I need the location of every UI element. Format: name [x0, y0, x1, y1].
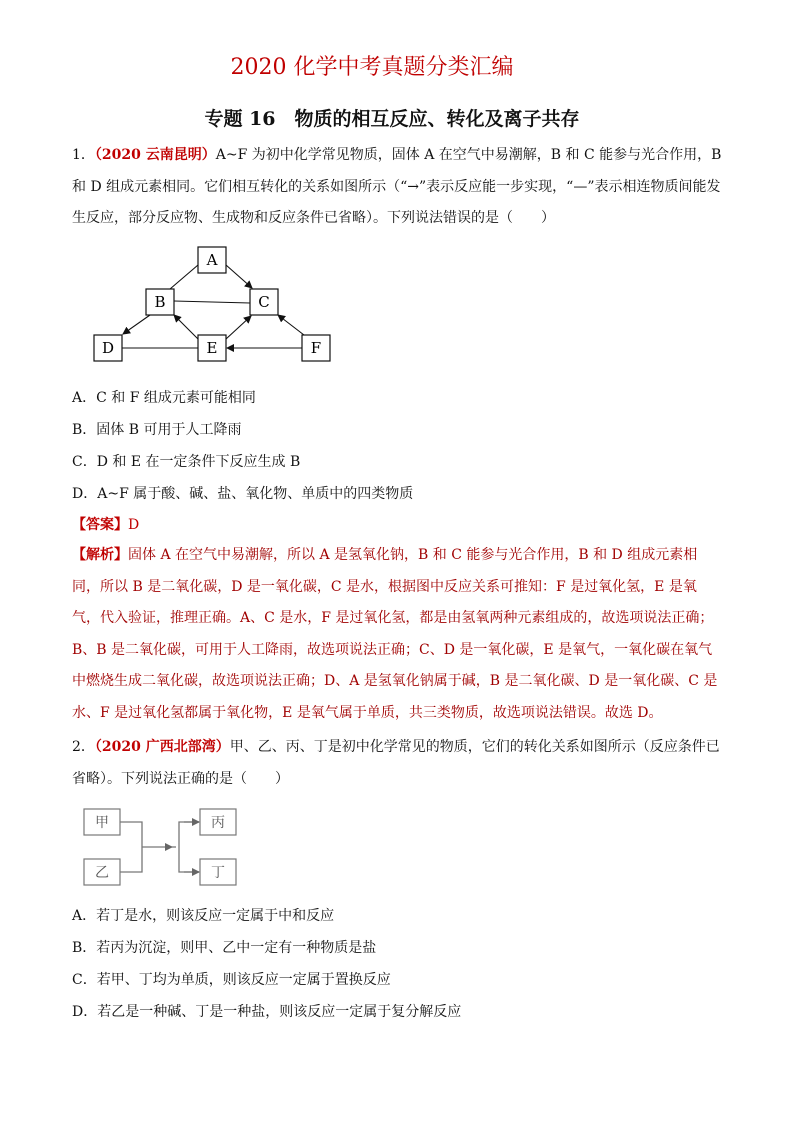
- node-ding-label: 丁: [211, 865, 225, 881]
- node-e-label: E: [206, 339, 218, 357]
- q2-option-c: C．若甲、丁均为单质，则该反应一定属于置换反应: [72, 972, 391, 988]
- q1-option-b: B．固体 B 可用于人工降雨: [72, 422, 242, 438]
- arrow-e-c: [226, 316, 251, 339]
- reactant-bracket: [120, 822, 142, 872]
- product-bracket: [179, 822, 199, 872]
- q1-source: （2020 云南昆明）: [94, 147, 216, 163]
- answer-value: D: [128, 517, 140, 533]
- arrow-a-c: [226, 265, 252, 288]
- q1-option-a: A．C 和 F 组成元素可能相同: [72, 390, 256, 406]
- q2-option-b: B．若丙为沉淀，则甲、乙中一定有一种物质是盐: [72, 940, 377, 956]
- analysis-text: 固体 A 在空气中易潮解，所以 A 是氢氧化钠，B 和 C 能参与光合作用，B 和 D 组成元素相同，所以 B 是二氧化碳，D 是一氧化碳，C 是水，根据图中反应关系可推知：F 是过氧化氢，E 是氧气，代入验证，推理正确。A、C 是水，F 是过氧化氢，都是由氢氧两种元素组成的，故选项说法正确；B、B 是二氧化碳，可用于人工降雨，故选项说法正确；C、D 是一氧化碳，E 是氧气，一氧化碳在氧气中燃烧生成二氧化碳，故选项说法正确；D、A 是氢氧化钠属于碱，B 是二氧化碳、D 是一氧化碳、C 是水、F 是过氧化氢都属于氧化物，E 是氧气属于单质，共三类物质，故选项说法错误。故选 D。: [72, 547, 718, 721]
- answer-label: 【答案】: [72, 517, 128, 533]
- edge-b-c: [174, 301, 250, 303]
- arrow-e-b: [174, 315, 198, 339]
- edge-a-b: [170, 265, 198, 289]
- q2-option-a: A．若丁是水，则该反应一定属于中和反应: [72, 908, 335, 924]
- q2-source: （2020 广西北部湾）: [94, 739, 230, 755]
- node-jia-label: 甲: [95, 815, 109, 831]
- q1-stem: [72, 140, 724, 235]
- q1-option-c: C．D 和 E 在一定条件下反应生成 B: [72, 454, 301, 470]
- node-bing-label: 丙: [211, 815, 225, 831]
- analysis-label: 【解析】: [72, 547, 128, 563]
- q2-number: 2．: [72, 739, 95, 755]
- q1-number: 1．: [72, 147, 95, 163]
- q2-diagram: [80, 805, 250, 890]
- topic-subtitle-text: 专题 16 物质的相互反应、转化及离子共存: [204, 108, 580, 130]
- q2-option-d: D．若乙是一种碱、丁是一种盐，则该反应一定属于复分解反应: [72, 1004, 462, 1020]
- q2-stem: [72, 732, 724, 795]
- q1-diagram: [90, 243, 340, 368]
- arrow-f-c: [278, 315, 304, 335]
- node-yi-label: 乙: [95, 865, 109, 881]
- node-a-label: A: [206, 251, 218, 269]
- node-f-label: F: [310, 339, 322, 357]
- q1-option-d: D．A~F 属于酸、碱、盐、氧化物、单质中的四类物质: [72, 486, 414, 502]
- q1-answer: [72, 515, 139, 535]
- node-d-label: D: [101, 339, 115, 357]
- node-b-label: B: [154, 293, 166, 311]
- q1-stem-text: A~F 为初中化学常见物质，固体 A 在空气中易潮解，B 和 C 能参与光合作用，B 和 D 组成元素相同。它们相互转化的关系如图所示（“→”表示反应能一步实现，“—”表示相连物质间能发生反应，部分反应物、生成物和反应条件已省略）。下列说法错误的是（ ）: [72, 147, 722, 226]
- node-c-label: C: [258, 293, 270, 311]
- document-title-text: 2020 化学中考真题分类汇编: [230, 55, 514, 80]
- arrow-b-d: [123, 315, 150, 334]
- q2-stem-text: 甲、乙、丙、丁是初中化学常见的物质，它们的转化关系如图所示（反应条件已省略）。下列说法正确的是（ ）: [72, 739, 720, 787]
- q1-analysis: [72, 540, 724, 729]
- document-title: [0, 50, 794, 81]
- topic-subtitle: [0, 104, 794, 131]
